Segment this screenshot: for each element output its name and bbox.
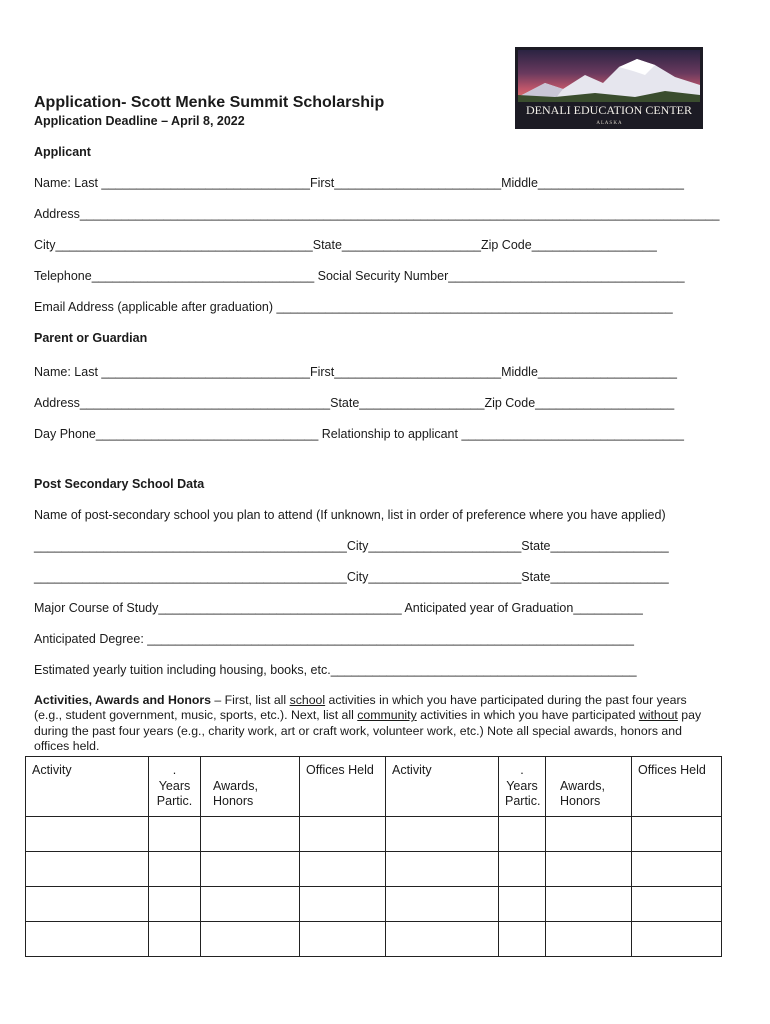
table-cell[interactable] (300, 887, 386, 922)
header-years-1: . Years Partic. (149, 757, 201, 817)
activities-instructions (34, 693, 702, 755)
activities-text-3: activities in which you have participated (416, 708, 639, 723)
table-row (26, 922, 722, 957)
school-choice-1-field[interactable]: _____________________________________________City______________________State_________________ (34, 539, 669, 553)
table-cell[interactable] (26, 852, 149, 887)
header-awards-1: Awards, Honors (201, 757, 300, 817)
guardian-address-field[interactable]: Address____________________________________State__________________Zip Code____________________ (34, 396, 675, 410)
table-header-row (26, 757, 722, 817)
table-cell[interactable] (499, 887, 546, 922)
table-cell[interactable] (632, 887, 722, 922)
table-row (26, 887, 722, 922)
table-cell[interactable] (201, 852, 300, 887)
word-without: without (638, 708, 678, 723)
school-choice-2-field[interactable]: _____________________________________________City______________________State_________________ (34, 570, 669, 584)
table-cell[interactable] (386, 852, 499, 887)
table-cell[interactable] (546, 887, 632, 922)
table-cell[interactable] (26, 922, 149, 957)
activities-text-2: activities in which you have participated during the past four years (e.g., student government, music, sports, etc.). Next, list all (34, 693, 687, 723)
header-awards-2: Awards, Honors (546, 757, 632, 817)
logo-subtext: A L A S K A (596, 121, 622, 126)
activities-text-1: – First, list all (210, 693, 290, 707)
table-cell[interactable] (149, 852, 201, 887)
header-activity-2: Activity (386, 757, 499, 817)
applicant-name-field[interactable]: Name: Last ______________________________First________________________Middle_____________________ (34, 176, 684, 190)
applicant-city-field[interactable]: City_____________________________________State____________________Zip Code__________________ (34, 238, 657, 252)
school-prompt: Name of post-secondary school you plan to attend (If unknown, list in order of preference where you have applied) (34, 508, 666, 522)
page-title: Application- Scott Menke Summit Scholarship (34, 94, 385, 111)
denali-education-center-logo (515, 47, 703, 129)
table-cell[interactable] (546, 852, 632, 887)
applicant-address-field[interactable]: Address____________________________________________________________________________________________ (34, 207, 720, 221)
table-cell[interactable] (386, 887, 499, 922)
table-cell[interactable] (499, 922, 546, 957)
table-cell[interactable] (149, 817, 201, 852)
word-school: school (289, 693, 326, 707)
header-offices-1: Offices Held (300, 757, 386, 817)
tuition-field[interactable]: Estimated yearly tuition including housing, books, etc.____________________________________________ (34, 663, 637, 677)
table-cell[interactable] (546, 817, 632, 852)
activities-table (25, 756, 722, 957)
major-field[interactable]: Major Course of Study___________________________________ Anticipated year of Graduation__________ (34, 601, 643, 615)
table-row (26, 852, 722, 887)
guardian-heading: Parent or Guardian (34, 331, 148, 345)
table-cell[interactable] (499, 817, 546, 852)
table-cell[interactable] (26, 817, 149, 852)
table-cell[interactable] (499, 852, 546, 887)
table-cell[interactable] (300, 817, 386, 852)
table-cell[interactable] (201, 887, 300, 922)
table-cell[interactable] (546, 922, 632, 957)
applicant-email-field[interactable]: Email Address (applicable after graduation) _________________________________________________________ (34, 300, 673, 314)
word-community: community (357, 708, 417, 723)
application-deadline: Application Deadline – April 8, 2022 (34, 114, 245, 128)
table-cell[interactable] (386, 922, 499, 957)
table-cell[interactable] (632, 922, 722, 957)
guardian-phone-field[interactable]: Day Phone________________________________ Relationship to applicant ________________________________ (34, 427, 684, 441)
header-activity-1: Activity (26, 757, 149, 817)
header-years-2: . Years Partic. (499, 757, 546, 817)
table-cell[interactable] (201, 817, 300, 852)
table-cell[interactable] (26, 887, 149, 922)
table-cell[interactable] (149, 887, 201, 922)
table-cell[interactable] (386, 817, 499, 852)
activities-text-4: pay during the past four years (e.g., charity work, art or craft work, volunteer work, etc.) Note all special awards, honors and offices held. (34, 708, 702, 754)
activities-heading: Activities, Awards and Honors (34, 693, 211, 707)
table-cell[interactable] (201, 922, 300, 957)
logo-text: DENALI EDUCATION CENTER (526, 103, 692, 117)
table-cell[interactable] (300, 852, 386, 887)
applicant-heading: Applicant (34, 145, 91, 159)
applicant-telephone-field[interactable]: Telephone________________________________ Social Security Number__________________________________ (34, 269, 685, 283)
table-row (26, 817, 722, 852)
table-cell[interactable] (300, 922, 386, 957)
guardian-name-field[interactable]: Name: Last ______________________________First________________________Middle____________________ (34, 365, 677, 379)
table-cell[interactable] (632, 852, 722, 887)
school-heading: Post Secondary School Data (34, 477, 205, 491)
table-cell[interactable] (632, 817, 722, 852)
header-offices-2: Offices Held (632, 757, 722, 817)
degree-field[interactable]: Anticipated Degree: ______________________________________________________________________ (34, 632, 634, 646)
table-cell[interactable] (149, 922, 201, 957)
